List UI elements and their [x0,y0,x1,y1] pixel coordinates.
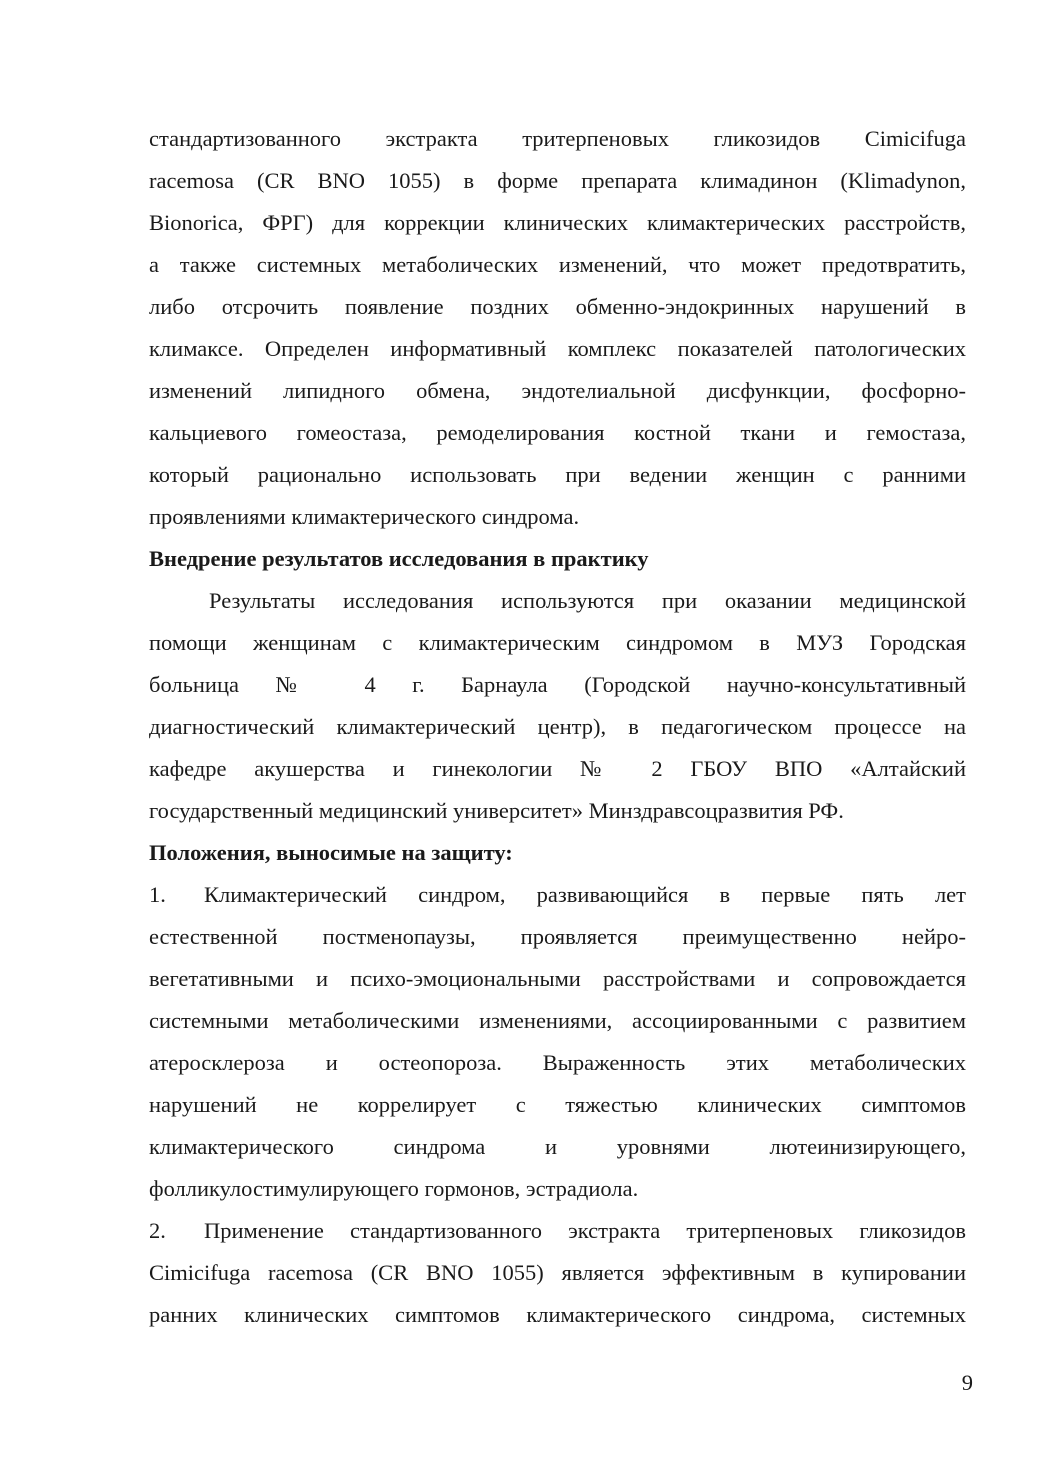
text-line: вегетативными и психо-эмоциональными расстройствами и сопровождается [149,966,966,991]
section-heading-implementation: Внедрение результатов исследования в практику [149,546,649,571]
list-item-thesis-2 [149,1210,966,1336]
text-line: изменений липидного обмена, эндотелиальной дисфункции, фосфорно- [149,378,966,403]
text-line: проявлениями климактерического синдрома. [149,504,580,529]
paragraph-methods-conclusion [149,118,966,538]
section-heading-theses: Положения, выносимые на защиту: [149,840,513,865]
text-line: а также системных метаболических изменений, что может предотвратить, [149,252,966,277]
text-line: системными метаболическими изменениями, ассоциированными с развитием [149,1008,966,1033]
text-line: естественной постменопаузы, проявляется преимущественно нейро- [149,924,966,949]
text-line: Bionorica, ФРГ) для коррекции клинических климактерических расстройств, [149,210,966,235]
text-line: кальциевого гомеостаза, ремоделирования костной ткани и гемостаза, [149,420,966,445]
list-item-number: 1. [149,882,166,907]
text-line: который рационально использовать при ведении женщин с ранними [149,462,966,487]
list-item-thesis-1 [149,874,966,1210]
text-line: Cimicifuga racemosa (CR BNO 1055) является эффективным в купировании [149,1260,966,1285]
list-item-first-line: Климактерический синдром, развивающийся в первые пять лет [204,882,966,907]
text-line: кафедре акушерства и гинекологии № 2 ГБОУ ВПО «Алтайский [149,756,966,781]
text-line: диагностический климактерический центр), в педагогическом процессе на [149,714,966,739]
text-line [149,874,966,916]
text-line: racemosa (CR BNO 1055) в форме препарата климадинон (Klimadynon, [149,168,966,193]
text-line: помощи женщинам с климактерическим синдромом в МУЗ Городская [149,630,966,655]
page-number: 9 [961,1370,973,1395]
text-line: климактерического синдрома и уровнями лютеинизирующего, [149,1134,966,1159]
text-line [149,1210,966,1252]
text-line: больница № 4 г. Барнаула (Городской научно-консультативный [149,672,966,697]
text-line: ранних клинических симптомов климактерического синдрома, системных [149,1302,966,1327]
list-item-first-line: Применение стандартизованного экстракта тритерпеновых гликозидов [204,1218,966,1243]
text-line: стандартизованного экстракта тритерпеновых гликозидов Cimicifuga [149,126,966,151]
text-line: нарушений не коррелирует с тяжестью клинических симптомов [149,1092,966,1117]
text-line: фолликулостимулирующего гормонов, эстрадиола. [149,1176,639,1201]
text-line: Результаты исследования используются при оказании медицинской [209,588,966,613]
document-page [149,118,966,1336]
paragraph-implementation [149,580,966,832]
list-item-number: 2. [149,1218,166,1243]
text-line: атеросклероза и остеопороза. Выраженность этих метаболических [149,1050,966,1075]
text-line: климаксе. Определен информативный комплекс показателей патологических [149,336,966,361]
text-line: государственный медицинский университет» Минздравсоцразвития РФ. [149,798,844,823]
text-line: либо отсрочить появление поздних обменно-эндокринных нарушений в [149,294,966,319]
